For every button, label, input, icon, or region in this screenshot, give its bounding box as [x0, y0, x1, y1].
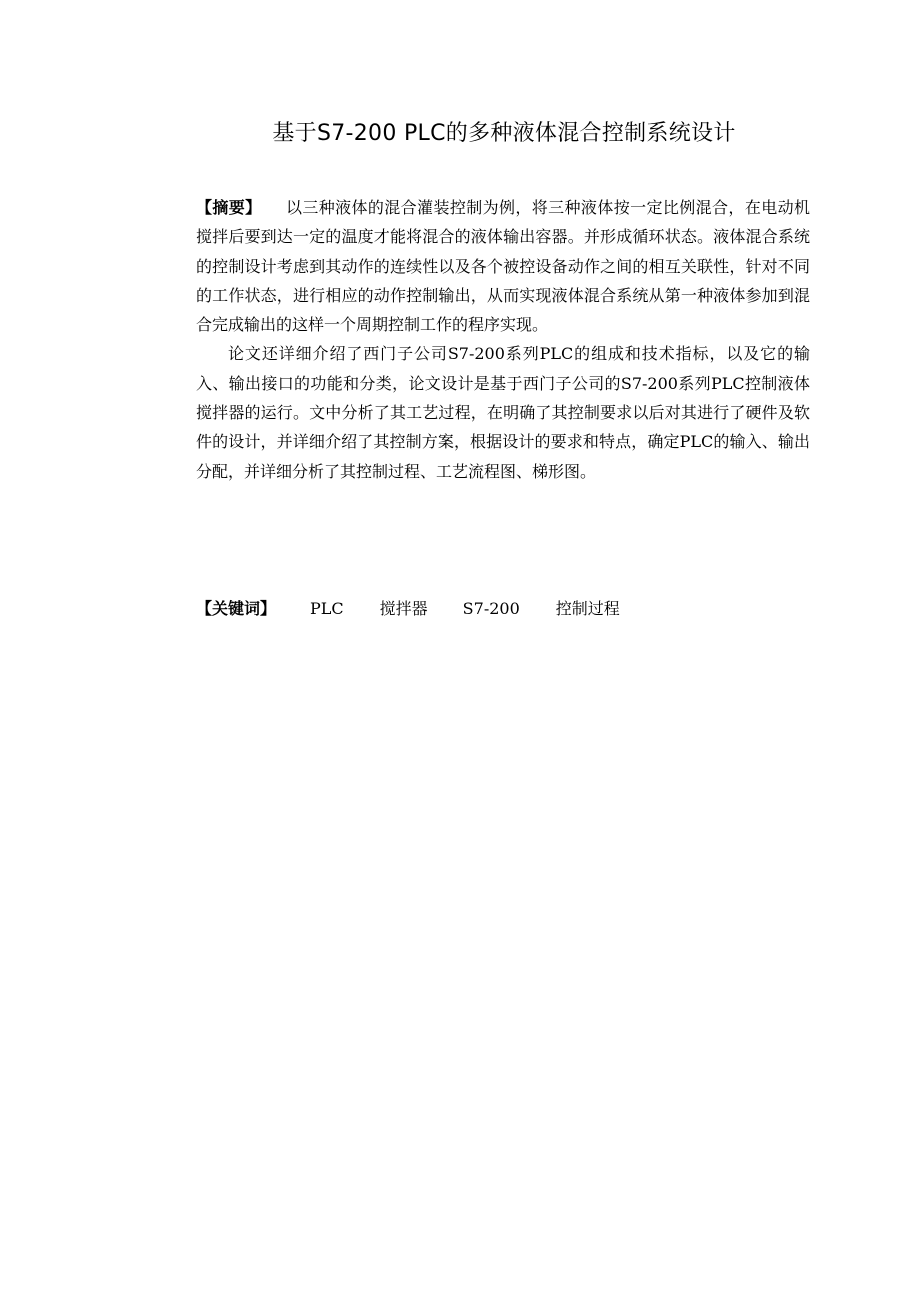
- abstract-section: [196, 193, 810, 486]
- keyword-item: S7-200: [462, 599, 520, 618]
- keyword-item: PLC: [310, 599, 344, 618]
- paper-title: 基于S7-200 PLC的多种液体混合控制系统设计: [272, 121, 736, 146]
- keyword-item: 搅拌器: [379, 599, 428, 618]
- abstract-label: 【摘要】: [196, 198, 262, 217]
- abstract-paragraph-1: [196, 193, 810, 339]
- keyword-item: 控制过程: [555, 599, 620, 618]
- keywords-label: 【关键词】: [196, 599, 277, 618]
- abstract-text-1: 以三种液体的混合灌装控制为例，将三种液体按一定比例混合，在电动机搅拌后要到达一定的温度才能将混合的液体输出容器。并形成循环状态。液体混合系统的控制设计考虑到其动作的连续性以及各个被控设备动作之间的相互关联性，针对不同的工作状态，进行相应的动作控制输出，从而实现液体混合系统从第一种液体参加到混合完成输出的这样一个周期控制工作的程序实现。: [196, 198, 810, 335]
- abstract-paragraph-2: 论文还详细介绍了西门子公司S7-200系列PLC的组成和技术指标，以及它的输入、输出接口的功能和分类，论文设计是基于西门子公司的S7-200系列PLC控制液体搅拌器的运行。文中分析了其工艺过程，在明确了其控制要求以后对其进行了硬件及软件的设计，并详细介绍了其控制方案，根据设计的要求和特点，确定PLC的输入、输出分配，并详细分析了其控制过程、工艺流程图、梯形图。: [196, 344, 810, 481]
- keywords-section: [196, 594, 620, 623]
